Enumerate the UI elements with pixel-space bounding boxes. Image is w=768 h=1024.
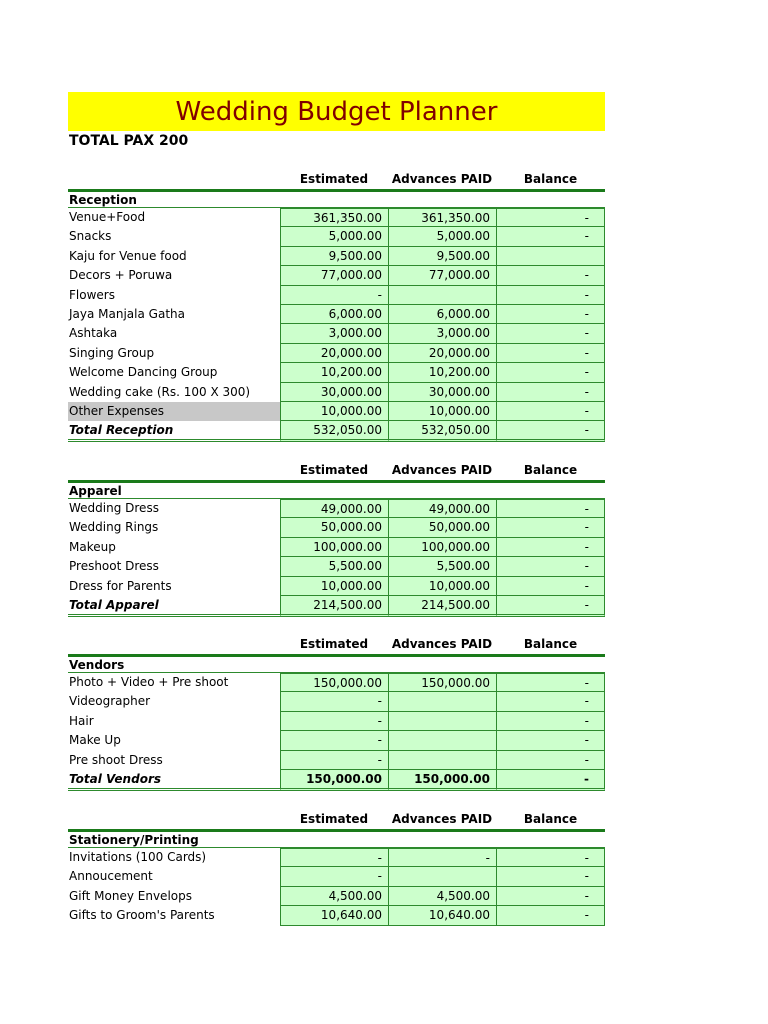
balance-cell[interactable]: -	[496, 286, 605, 305]
total-estimated[interactable]: 214,500.00	[280, 596, 389, 617]
balance-cell[interactable]: -	[496, 266, 605, 285]
total-estimated[interactable]: 532,050.00	[280, 421, 389, 442]
table-row	[68, 383, 605, 402]
balance-cell[interactable]: -	[496, 867, 605, 886]
estimated-cell[interactable]: 3,000.00	[280, 324, 389, 343]
table-row	[68, 518, 605, 537]
header-advances: Advances PAID	[391, 812, 493, 826]
balance-cell[interactable]: -	[496, 673, 605, 692]
advances-cell[interactable]: 10,200.00	[388, 363, 497, 382]
row-label: Welcome Dancing Group	[69, 365, 218, 380]
header-balance: Balance	[523, 172, 578, 186]
section-title: Stationery/Printing	[68, 829, 605, 848]
column-headers	[68, 170, 605, 189]
balance-cell[interactable]: -	[496, 402, 605, 421]
row-label: Makeup	[69, 539, 116, 554]
advances-cell[interactable]: -	[388, 848, 497, 867]
advances-cell[interactable]: 361,350.00	[388, 208, 497, 227]
row-label: Flowers	[69, 287, 115, 302]
balance-cell[interactable]: -	[496, 227, 605, 246]
advances-cell[interactable]: 77,000.00	[388, 266, 497, 285]
total-balance[interactable]: -	[496, 596, 605, 617]
table-row	[68, 266, 605, 285]
estimated-cell[interactable]: 10,640.00	[280, 906, 389, 925]
advances-cell[interactable]: 150,000.00	[388, 673, 497, 692]
estimated-cell[interactable]: -	[280, 692, 389, 711]
header-balance: Balance	[523, 463, 578, 477]
table-row	[68, 227, 605, 246]
advances-cell[interactable]: 9,500.00	[388, 247, 497, 266]
column-headers	[68, 461, 605, 480]
advances-cell[interactable]	[388, 692, 497, 711]
balance-cell[interactable]: -	[496, 305, 605, 324]
sheet-title: Wedding Budget Planner	[68, 92, 605, 131]
estimated-cell[interactable]: -	[280, 731, 389, 750]
row-label: Wedding cake (Rs. 100 X 300)	[69, 384, 251, 399]
estimated-cell[interactable]: 361,350.00	[280, 208, 389, 227]
advances-cell[interactable]: 6,000.00	[388, 305, 497, 324]
total-estimated[interactable]: 150,000.00	[280, 770, 389, 791]
row-label: Videographer	[69, 694, 151, 709]
advances-cell[interactable]: 20,000.00	[388, 344, 497, 363]
estimated-cell[interactable]: 10,000.00	[280, 402, 389, 421]
table-row	[68, 402, 605, 421]
estimated-cell[interactable]: -	[280, 867, 389, 886]
total-label: Total Apparel	[69, 597, 159, 612]
advances-cell[interactable]	[388, 731, 497, 750]
table-row	[68, 712, 605, 731]
balance-cell[interactable]: -	[496, 538, 605, 557]
estimated-cell[interactable]: 20,000.00	[280, 344, 389, 363]
row-label: Wedding Rings	[69, 520, 159, 535]
estimated-cell[interactable]: 5,500.00	[280, 557, 389, 576]
table-row	[68, 286, 605, 305]
row-label: Other Expenses	[68, 402, 280, 421]
table-row	[68, 499, 605, 518]
total-advances[interactable]: 532,050.00	[388, 421, 497, 442]
advances-cell[interactable]	[388, 712, 497, 731]
total-row	[68, 770, 605, 789]
total-pax: TOTAL PAX 200	[69, 133, 189, 149]
advances-cell[interactable]: 10,640.00	[388, 906, 497, 925]
header-balance: Balance	[523, 637, 578, 651]
header-advances: Advances PAID	[391, 172, 493, 186]
section-reception	[68, 170, 605, 441]
estimated-cell[interactable]: 6,000.00	[280, 305, 389, 324]
section-title: Reception	[68, 189, 605, 208]
row-label: Venue+Food	[69, 210, 146, 224]
advances-cell[interactable]: 10,000.00	[388, 577, 497, 596]
row-label: Jaya Manjala Gatha	[69, 306, 185, 321]
balance-cell[interactable]: -	[496, 363, 605, 382]
advances-cell[interactable]	[388, 867, 497, 886]
estimated-cell[interactable]: -	[280, 712, 389, 731]
table-row	[68, 557, 605, 576]
row-label: Singing Group	[69, 345, 155, 360]
table-row	[68, 305, 605, 324]
estimated-cell[interactable]: 5,000.00	[280, 227, 389, 246]
advances-cell[interactable]: 5,500.00	[388, 557, 497, 576]
total-balance[interactable]: -	[496, 421, 605, 442]
total-row	[68, 596, 605, 615]
estimated-cell[interactable]: 10,200.00	[280, 363, 389, 382]
table-row	[68, 887, 605, 906]
header-balance: Balance	[523, 812, 578, 826]
balance-cell[interactable]: -	[496, 848, 605, 867]
section-stationery	[68, 810, 605, 926]
balance-cell[interactable]: -	[496, 577, 605, 596]
row-label: Gift Money Envelops	[69, 888, 192, 903]
total-label: Total Vendors	[69, 771, 161, 786]
balance-cell[interactable]: -	[496, 751, 605, 770]
section-title: Vendors	[68, 654, 605, 673]
balance-cell[interactable]: -	[496, 518, 605, 537]
table-row	[68, 692, 605, 711]
row-label: Pre shoot Dress	[69, 752, 163, 767]
table-row	[68, 577, 605, 596]
advances-cell[interactable]: 3,000.00	[388, 324, 497, 343]
section-title: Apparel	[68, 480, 605, 499]
balance-cell[interactable]: -	[496, 344, 605, 363]
estimated-cell[interactable]: 77,000.00	[280, 266, 389, 285]
advances-cell[interactable]	[388, 286, 497, 305]
balance-cell[interactable]: -	[496, 712, 605, 731]
row-label: Annoucement	[69, 869, 153, 884]
row-label: Gifts to Groom's Parents	[69, 908, 215, 923]
table-row	[68, 731, 605, 750]
advances-cell[interactable]: 49,000.00	[388, 499, 497, 518]
estimated-cell[interactable]: 30,000.00	[280, 383, 389, 402]
table-row	[68, 208, 605, 227]
table-row	[68, 344, 605, 363]
section-apparel	[68, 461, 605, 615]
table-row	[68, 363, 605, 382]
estimated-cell[interactable]: 9,500.00	[280, 247, 389, 266]
advances-cell[interactable]: 5,000.00	[388, 227, 497, 246]
header-estimated: Estimated	[299, 812, 369, 826]
balance-cell[interactable]: -	[496, 906, 605, 925]
row-label: Wedding Dress	[69, 501, 159, 515]
row-label: Invitations (100 Cards)	[69, 850, 207, 864]
balance-cell[interactable]: -	[496, 324, 605, 343]
total-advances[interactable]: 214,500.00	[388, 596, 497, 617]
estimated-cell[interactable]: 49,000.00	[280, 499, 389, 518]
table-row	[68, 247, 605, 266]
table-row	[68, 673, 605, 692]
header-estimated: Estimated	[299, 172, 369, 186]
advances-cell[interactable]: 30,000.00	[388, 383, 497, 402]
estimated-cell[interactable]: 150,000.00	[280, 673, 389, 692]
row-label: Decors + Poruwa	[69, 268, 173, 283]
table-row	[68, 906, 605, 925]
estimated-cell[interactable]: 10,000.00	[280, 577, 389, 596]
table-row	[68, 538, 605, 557]
estimated-cell[interactable]: 50,000.00	[280, 518, 389, 537]
table-row	[68, 324, 605, 343]
advances-cell[interactable]: 50,000.00	[388, 518, 497, 537]
row-label: Make Up	[69, 733, 121, 748]
row-label: Kaju for Venue food	[69, 248, 187, 263]
header-estimated: Estimated	[299, 637, 369, 651]
total-balance[interactable]: -	[496, 770, 605, 791]
total-advances[interactable]: 150,000.00	[388, 770, 497, 791]
section-vendors	[68, 635, 605, 789]
table-row	[68, 848, 605, 867]
balance-cell[interactable]: -	[496, 731, 605, 750]
table-row	[68, 751, 605, 770]
estimated-cell[interactable]: -	[280, 751, 389, 770]
header-estimated: Estimated	[299, 463, 369, 477]
row-label: Snacks	[69, 229, 112, 244]
estimated-cell[interactable]: -	[280, 848, 389, 867]
total-row	[68, 421, 605, 440]
balance-cell[interactable]: -	[496, 383, 605, 402]
balance-cell[interactable]: -	[496, 499, 605, 518]
header-advances: Advances PAID	[391, 463, 493, 477]
balance-cell[interactable]: -	[496, 692, 605, 711]
row-label: Ashtaka	[69, 326, 118, 341]
balance-cell[interactable]: -	[496, 557, 605, 576]
row-label: Preshoot Dress	[69, 559, 159, 574]
balance-cell[interactable]	[496, 247, 605, 266]
row-label: Photo + Video + Pre shoot	[69, 675, 229, 689]
row-label: Hair	[69, 713, 94, 728]
row-label: Dress for Parents	[69, 578, 172, 593]
balance-cell[interactable]: -	[496, 208, 605, 227]
estimated-cell[interactable]: 4,500.00	[280, 887, 389, 906]
estimated-cell[interactable]: -	[280, 286, 389, 305]
advances-cell[interactable]	[388, 751, 497, 770]
total-label: Total Reception	[69, 423, 174, 438]
advances-cell[interactable]: 4,500.00	[388, 887, 497, 906]
column-headers	[68, 635, 605, 654]
table-row	[68, 867, 605, 886]
advances-cell[interactable]: 10,000.00	[388, 402, 497, 421]
header-advances: Advances PAID	[391, 637, 493, 651]
estimated-cell[interactable]: 100,000.00	[280, 538, 389, 557]
balance-cell[interactable]: -	[496, 887, 605, 906]
advances-cell[interactable]: 100,000.00	[388, 538, 497, 557]
column-headers	[68, 810, 605, 829]
